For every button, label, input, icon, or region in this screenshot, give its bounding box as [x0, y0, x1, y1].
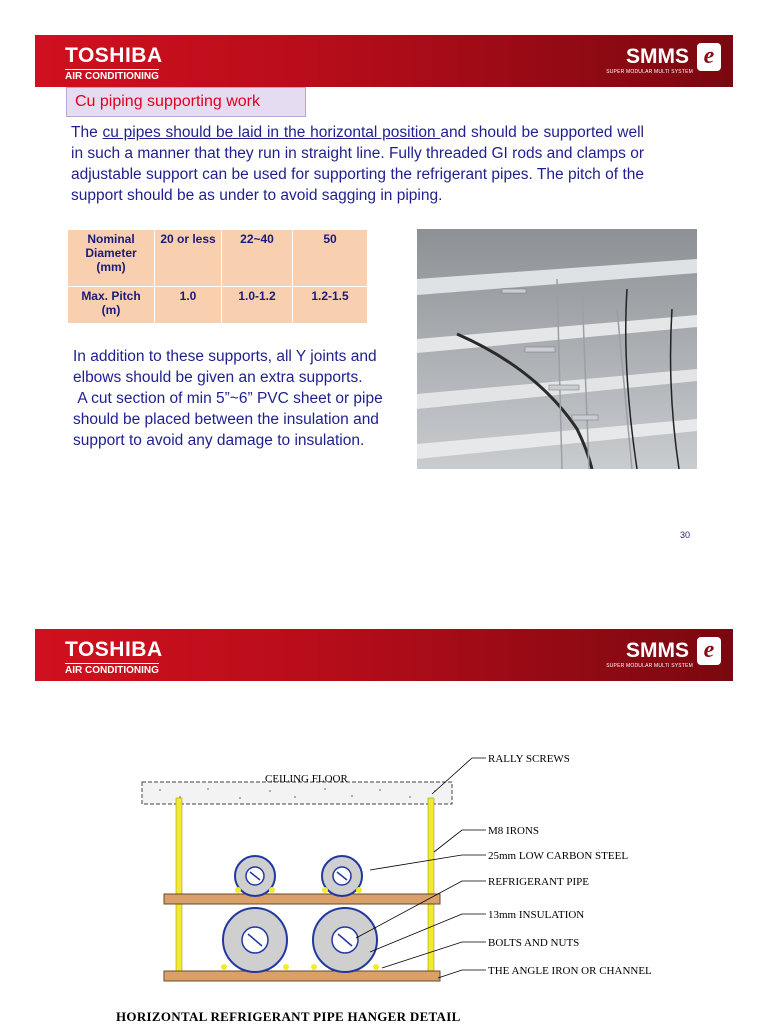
small-pipe-left: [235, 856, 275, 896]
table-cell: Nominal Diameter (mm): [68, 230, 155, 287]
table-cell: 20 or less: [155, 230, 222, 287]
intro-paragraph: [71, 122, 644, 206]
label-ceiling: CEILING FLOOR: [265, 773, 348, 785]
brand-logo: TOSHIBA: [65, 44, 163, 67]
label-rally-screws: RALLY SCREWS: [488, 753, 570, 765]
large-pipe-left: [221, 908, 289, 972]
intro-text-end: and should be supported well in such a manner that they run in straight line. Fully threaded GI rods and clamps or adjustable support can be used for supporting the refrigerant pipes. The pitch of the support should be as under to avoid sagging in piping.: [71, 124, 644, 204]
product-subtitle: SUPER MODULAR MULTI SYSTEM: [606, 663, 693, 669]
table-row: [68, 230, 368, 287]
table-cell: 1.0-1.2: [222, 287, 293, 324]
header-banner: [35, 35, 733, 87]
table-cell: 1.0: [155, 287, 222, 324]
brand-subtitle: AIR CONDITIONING: [65, 71, 159, 82]
small-pipe-right: [322, 856, 362, 896]
brand-subtitle: AIR CONDITIONING: [65, 665, 159, 676]
diagram-title: HORIZONTAL REFRIGERANT PIPE HANGER DETAIL: [116, 1009, 461, 1024]
label-angle-iron: THE ANGLE IRON OR CHANNEL: [488, 965, 652, 977]
upper-angle-iron: [164, 894, 440, 904]
intro-text-underlined: cu pipes should be laid in the horizontal position: [102, 124, 441, 141]
support-notes: [73, 346, 393, 451]
note-pvc: A cut section of min 5”~6” PVC sheet or pipe should be placed between the insulation and support to avoid any damage to insulation.: [73, 390, 388, 449]
label-bolts-nuts: BOLTS AND NUTS: [488, 937, 580, 949]
pipe-hanger-diagram: [120, 742, 680, 1002]
product-logo: SMMS: [626, 639, 689, 662]
left-rod: [176, 798, 182, 978]
table-cell: 50: [293, 230, 368, 287]
table-cell: 22~40: [222, 230, 293, 287]
label-carbon-steel: 25mm LOW CARBON STEEL: [488, 850, 629, 862]
note-joints: In addition to these supports, all Y joints and elbows should be given an extra supports.: [73, 348, 377, 386]
table-cell: 1.2-1.5: [293, 287, 368, 324]
e-logo-icon: e: [697, 43, 721, 71]
label-m8-irons: M8 IRONS: [488, 825, 540, 837]
label-insulation: 13mm INSULATION: [488, 909, 585, 921]
pitch-table: [67, 229, 368, 324]
intro-text-start: The: [71, 124, 103, 141]
label-refrigerant-pipe: REFRIGERANT PIPE: [488, 876, 589, 888]
lower-angle-iron: [164, 971, 440, 981]
table-cell: Max. Pitch (m): [68, 287, 155, 324]
page-number: 30: [680, 530, 691, 540]
pipe-support-photo: [417, 229, 697, 469]
header-banner-2: [35, 629, 733, 681]
product-subtitle: SUPER MODULAR MULTI SYSTEM: [606, 69, 693, 75]
large-pipe-right: [311, 908, 379, 972]
ceiling-slab: [142, 782, 452, 804]
e-logo-icon: e: [697, 637, 721, 665]
table-row: [68, 287, 368, 324]
product-logo: SMMS: [626, 45, 689, 68]
slide-title: Cu piping supporting work: [66, 87, 306, 117]
brand-logo: TOSHIBA: [65, 638, 163, 661]
